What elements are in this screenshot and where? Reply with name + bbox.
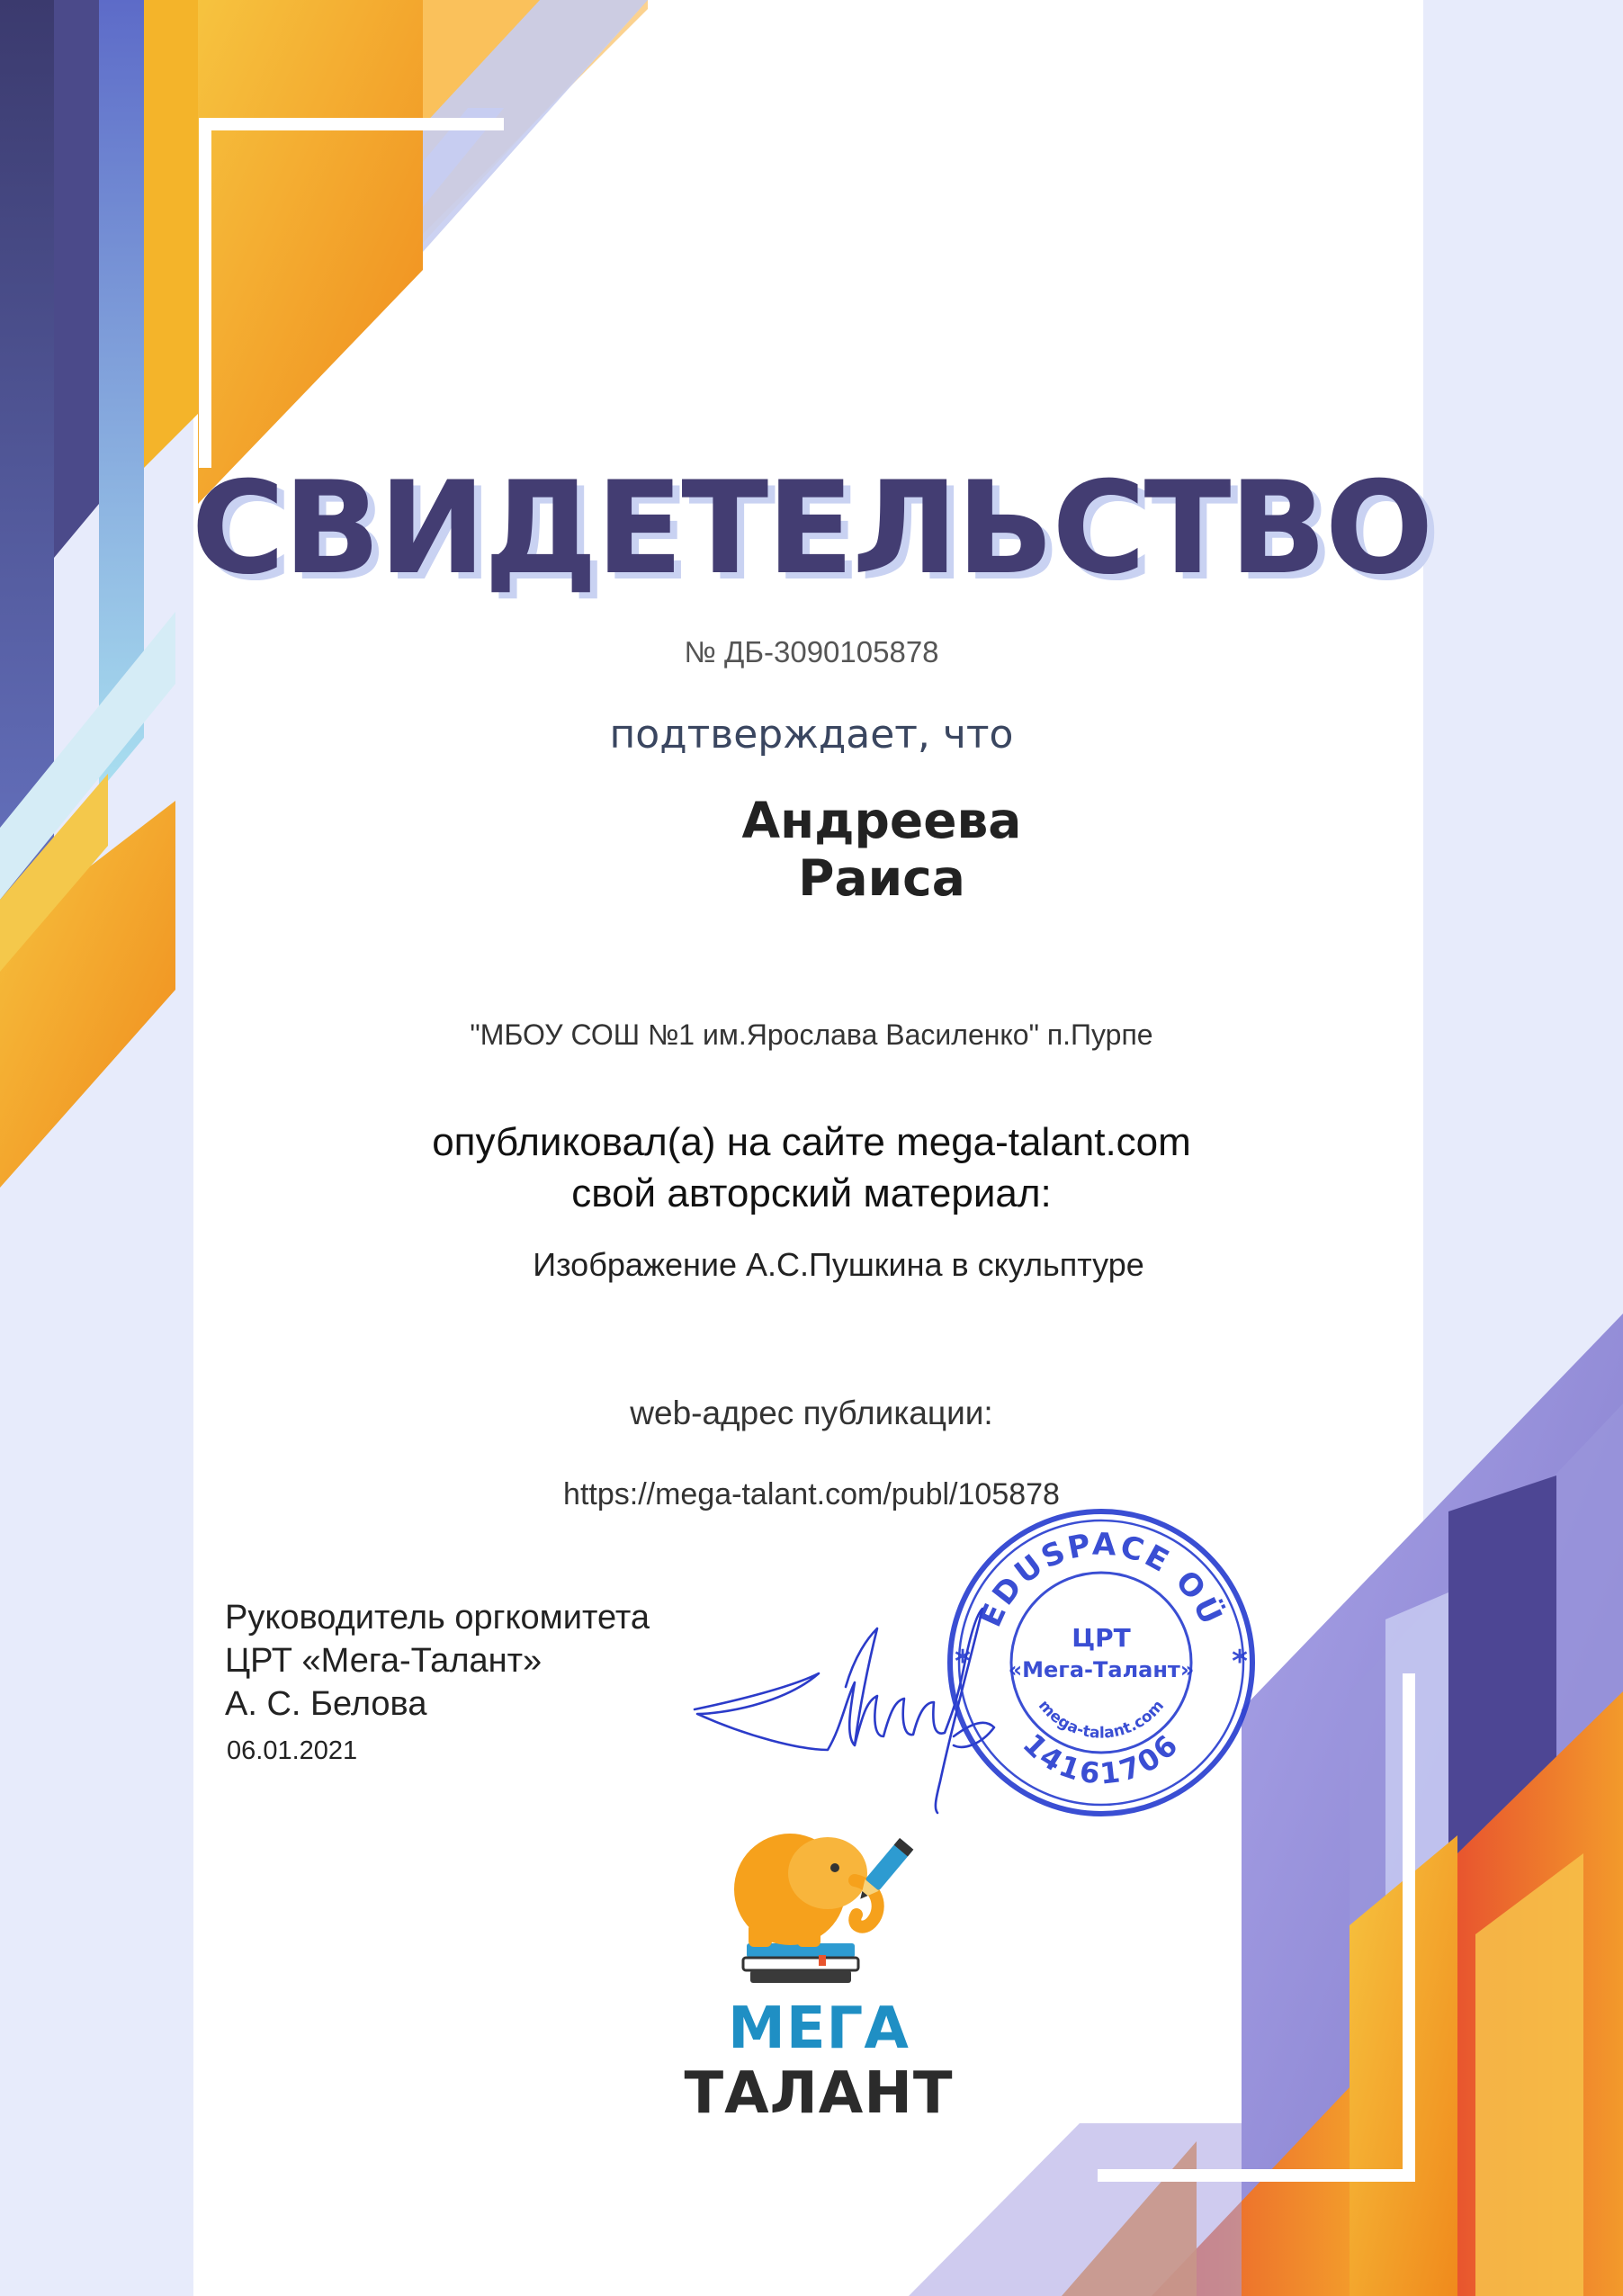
signatory-role: Руководитель оргкомитета bbox=[225, 1599, 650, 1637]
publication-url: https://mega-talant.com/publ/105878 bbox=[563, 1477, 1060, 1511]
published-statement: опубликовал(а) на сайте mega-talant.com bbox=[432, 1120, 1191, 1164]
issue-date: 06.01.2021 bbox=[227, 1736, 358, 1765]
svg-text:*: * bbox=[955, 1644, 971, 1680]
svg-text:*: * bbox=[1232, 1644, 1248, 1680]
svg-text:EDUSPACE OÜ: EDUSPACE OÜ bbox=[972, 1526, 1231, 1633]
svg-text:mega-talant.com: mega-talant.com bbox=[1034, 1696, 1169, 1743]
svg-text:ЦРТ: ЦРТ bbox=[1072, 1623, 1131, 1653]
logo-text-talant: ТАЛАНТ bbox=[684, 2060, 954, 2127]
recipient-name: Андреева Раиса bbox=[741, 792, 1022, 907]
stamp-seal-icon bbox=[943, 1504, 1260, 1821]
published-statement-continued: свой авторский материал: bbox=[571, 1171, 1052, 1215]
signatory-organization: ЦРТ «Мега-Талант» bbox=[225, 1642, 542, 1680]
signatory-name: А. С. Белова bbox=[225, 1685, 427, 1723]
logo-text-mega: МЕГА bbox=[728, 1996, 910, 2062]
school-name: "МБОУ СОШ №1 им.Ярослава Василенко" п.Пурпе bbox=[470, 1018, 1153, 1051]
certificate-number: № ДБ-3090105878 bbox=[684, 635, 939, 668]
certificate-title: СВИДЕТЕЛЬСТВО bbox=[191, 454, 1432, 603]
signatory-block bbox=[225, 1596, 650, 1726]
svg-text:14161706: 14161706 bbox=[1016, 1726, 1187, 1791]
svg-text:«Мега-Талант»: «Мега-Талант» bbox=[1008, 1657, 1195, 1682]
confirms-text: подтверждает, что bbox=[609, 712, 1014, 758]
material-title: Изображение А.С.Пушкина в скульптуре bbox=[533, 1246, 1144, 1283]
web-address-label: web-адрес публикации: bbox=[630, 1395, 993, 1431]
